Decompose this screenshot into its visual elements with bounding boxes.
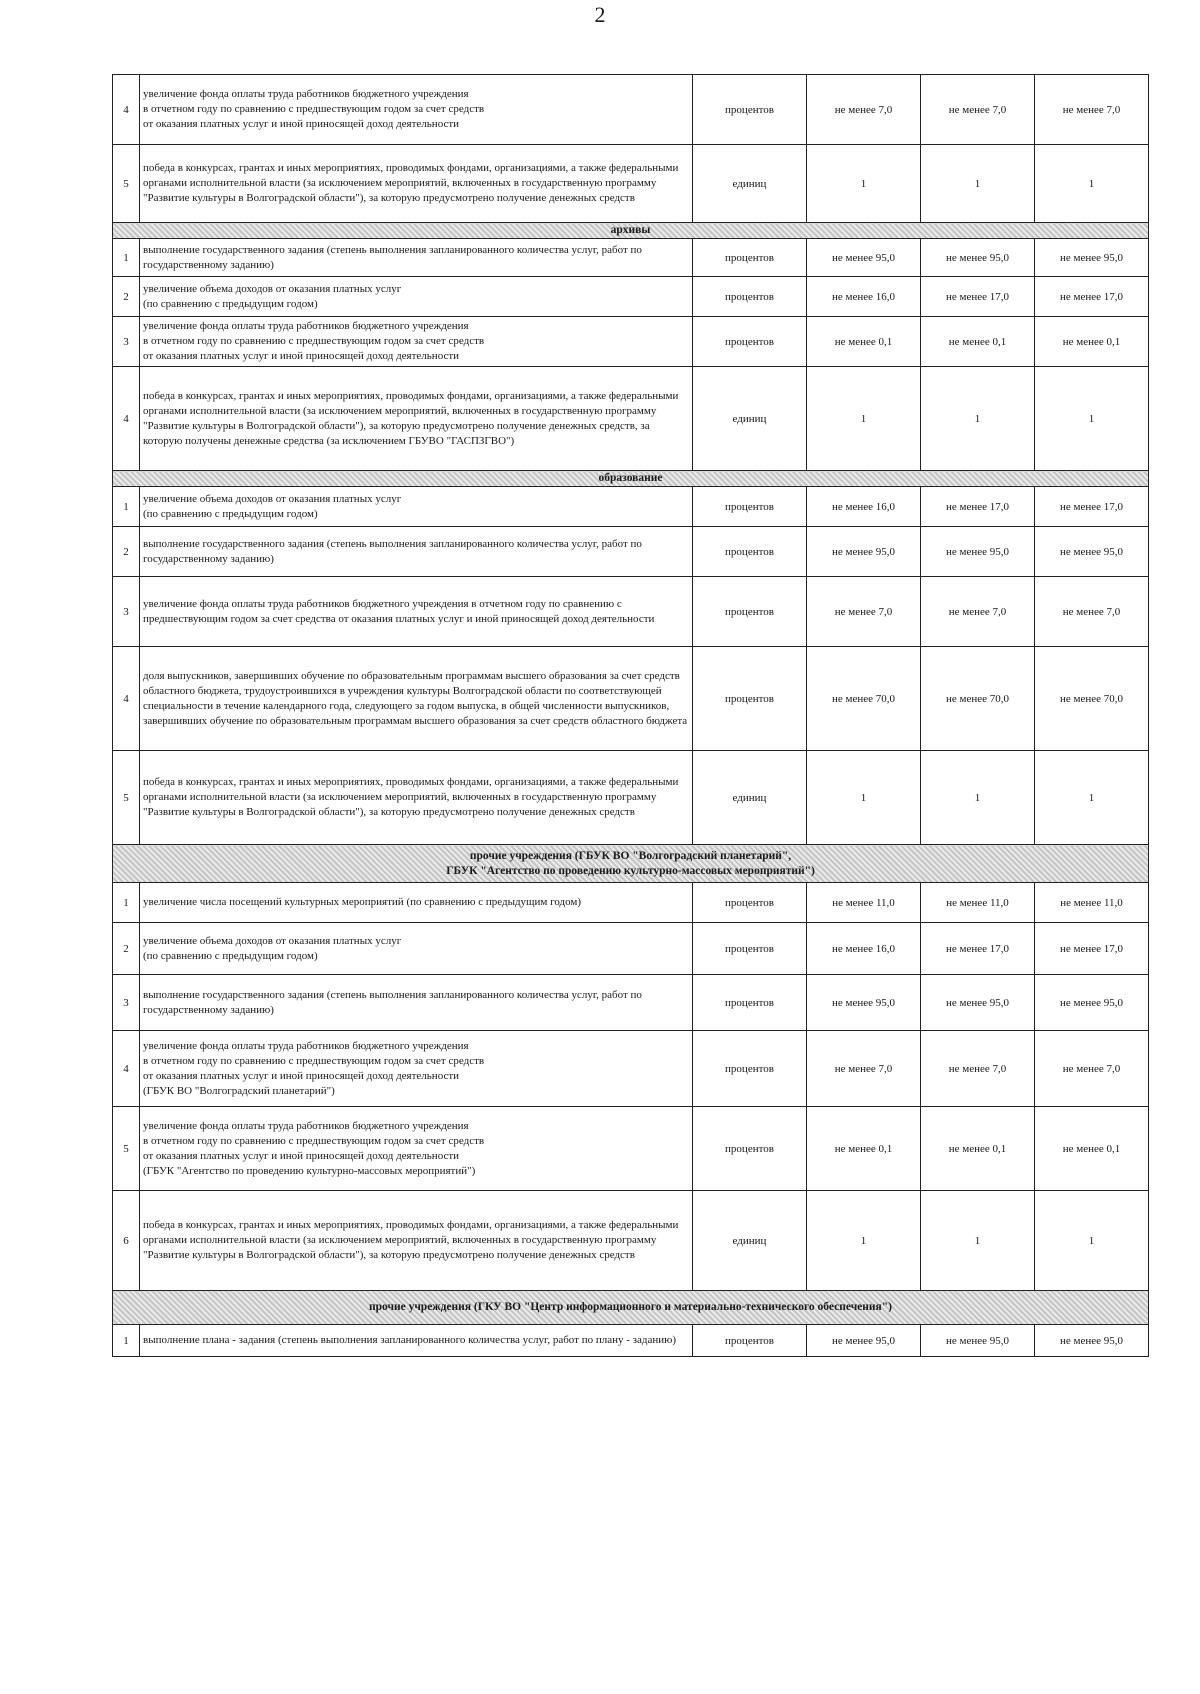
target-value-3-cell xyxy=(1035,145,1149,223)
table-row xyxy=(113,751,1149,845)
row-number-cell xyxy=(113,75,140,145)
table-row xyxy=(113,145,1149,223)
target-value-3: не менее 17,0 xyxy=(1059,290,1123,303)
target-value-1-cell xyxy=(807,1325,921,1357)
target-value-2-cell xyxy=(921,317,1035,367)
section-title xyxy=(113,223,1149,239)
indicator-description-cell xyxy=(140,367,693,471)
unit-of-measure: единиц xyxy=(732,177,767,190)
unit-of-measure: единиц xyxy=(732,791,767,804)
indicator-description: увеличение фонда оплаты труда работников бюджетного учреждения в отчетном году по сравнению с предшествующим годом за счет средств от оказания платных услуг и иной приносящей доход деятельности xyxy=(143,320,485,362)
section-title-text: прочие учреждения (ГКУ ВО "Центр информационного и материально-технического обеспечения") xyxy=(369,1301,892,1313)
target-value-2: 1 xyxy=(974,177,981,190)
section-title-text: прочие учреждения (ГБУК ВО "Волгоградский планетарий", ГБУК "Агентство по проведению культурно-массовых мероприятий") xyxy=(446,849,815,877)
target-value-1-cell xyxy=(807,1031,921,1107)
target-value-3: не менее 7,0 xyxy=(1062,103,1121,116)
indicator-description: победа в конкурсах, грантах и иных мероприятиях, проводимых фондами, организациями, а также федеральными органами исполнительной власти (за исключением мероприятий, включенных в государственную программу "Развитие культуры в Волгоградской области"), за которую предусмотрено получение денежных средств xyxy=(143,776,679,818)
row-number: 4 xyxy=(123,103,129,116)
target-value-3: 1 xyxy=(1088,1234,1095,1247)
unit-of-measure: процентов xyxy=(725,1142,774,1155)
target-value-3-cell xyxy=(1035,577,1149,647)
section-title xyxy=(113,845,1149,883)
indicator-description-cell xyxy=(140,751,693,845)
indicator-description: доля выпускников, завершивших обучение по образовательным программам высшего образования за счет средств областного бюджета, трудоустроившихся в учреждения культуры Волгоградской области по соответствующей специальности в течение календарного года, следующего за годом выпуска, в общей численности выпускников, завершивших обучение по образовательным программам высшего образования за счет средств областного бюджета xyxy=(143,669,688,727)
row-number-cell xyxy=(113,487,140,527)
indicator-description: выполнение государственного задания (степень выполнения запланированного количества услуг, работ по государственному заданию) xyxy=(143,243,642,271)
unit-of-measure-cell xyxy=(693,577,807,647)
target-value-2-cell xyxy=(921,1107,1035,1191)
target-value-2: не менее 17,0 xyxy=(945,500,1009,513)
row-number: 4 xyxy=(123,412,129,425)
row-number-cell xyxy=(113,647,140,751)
target-value-2: не менее 7,0 xyxy=(948,605,1007,618)
target-value-1-cell xyxy=(807,239,921,277)
target-value-1-cell xyxy=(807,527,921,577)
table-row xyxy=(113,923,1149,975)
target-value-2-cell xyxy=(921,527,1035,577)
target-value-1: не менее 70,0 xyxy=(831,692,895,705)
target-value-3-cell xyxy=(1035,923,1149,975)
indicator-description: увеличение фонда оплаты труда работников бюджетного учреждения в отчетном году по сравнению с предшествующим годом за счет средств от оказания платных услуг и иной приносящей доход деятельности (ГБУК ВО "Волгоградский планетарий") xyxy=(143,1039,485,1097)
indicator-description-cell xyxy=(140,75,693,145)
table-row xyxy=(113,1031,1149,1107)
table-row xyxy=(113,277,1149,317)
target-value-3: не менее 17,0 xyxy=(1059,942,1123,955)
indicator-description-cell xyxy=(140,883,693,923)
target-value-3: 1 xyxy=(1088,412,1095,425)
row-number: 5 xyxy=(123,791,129,804)
section-header-row xyxy=(113,1291,1149,1325)
target-value-2: не менее 11,0 xyxy=(946,896,1009,909)
table-row xyxy=(113,367,1149,471)
row-number-cell xyxy=(113,145,140,223)
table-row xyxy=(113,1191,1149,1291)
target-value-1: не менее 16,0 xyxy=(831,290,895,303)
target-value-1: не менее 16,0 xyxy=(831,942,895,955)
row-number-cell xyxy=(113,883,140,923)
row-number: 1 xyxy=(123,896,129,909)
row-number-cell xyxy=(113,317,140,367)
row-number-cell xyxy=(113,751,140,845)
unit-of-measure-cell xyxy=(693,317,807,367)
table-row xyxy=(113,1107,1149,1191)
indicator-description-cell xyxy=(140,1325,693,1357)
table-row xyxy=(113,1325,1149,1357)
indicator-description-cell xyxy=(140,975,693,1031)
row-number-cell xyxy=(113,277,140,317)
target-value-1: не менее 11,0 xyxy=(832,896,895,909)
target-value-3-cell xyxy=(1035,75,1149,145)
target-value-1-cell xyxy=(807,923,921,975)
unit-of-measure-cell xyxy=(693,647,807,751)
row-number: 4 xyxy=(123,692,129,705)
table-row xyxy=(113,75,1149,145)
target-value-1: не менее 95,0 xyxy=(831,545,895,558)
unit-of-measure-cell xyxy=(693,239,807,277)
target-value-3-cell xyxy=(1035,1191,1149,1291)
target-value-2: не менее 95,0 xyxy=(945,545,1009,558)
indicator-description: выполнение плана - задания (степень выполнения запланированного количества услуг, работ по плану - заданию) xyxy=(143,1334,677,1346)
target-value-3: не менее 17,0 xyxy=(1059,500,1123,513)
row-number: 1 xyxy=(123,500,129,513)
table-row xyxy=(113,975,1149,1031)
unit-of-measure-cell xyxy=(693,883,807,923)
unit-of-measure-cell xyxy=(693,277,807,317)
target-value-2-cell xyxy=(921,1191,1035,1291)
row-number-cell xyxy=(113,239,140,277)
target-value-1: 1 xyxy=(860,412,867,425)
target-value-3: не менее 7,0 xyxy=(1062,605,1121,618)
target-value-2: не менее 7,0 xyxy=(948,103,1007,116)
unit-of-measure-cell xyxy=(693,1107,807,1191)
target-value-2-cell xyxy=(921,367,1035,471)
target-value-3: не менее 95,0 xyxy=(1059,1334,1123,1347)
unit-of-measure-cell xyxy=(693,367,807,471)
row-number-cell xyxy=(113,1191,140,1291)
indicators-table-body xyxy=(113,75,1149,1357)
indicator-description-cell xyxy=(140,487,693,527)
target-value-2-cell xyxy=(921,1325,1035,1357)
target-value-2: 1 xyxy=(974,412,981,425)
table-row xyxy=(113,647,1149,751)
target-value-1-cell xyxy=(807,1107,921,1191)
target-value-3: не менее 7,0 xyxy=(1062,1062,1121,1075)
target-value-2: не менее 7,0 xyxy=(948,1062,1007,1075)
target-value-2: не менее 95,0 xyxy=(945,1334,1009,1347)
target-value-1: 1 xyxy=(860,791,867,804)
target-value-2-cell xyxy=(921,145,1035,223)
target-value-3: не менее 11,0 xyxy=(1060,896,1123,909)
target-value-3: не менее 95,0 xyxy=(1059,996,1123,1009)
unit-of-measure: процентов xyxy=(725,1334,774,1347)
target-value-1-cell xyxy=(807,75,921,145)
unit-of-measure: единиц xyxy=(732,1234,767,1247)
target-value-3: 1 xyxy=(1088,791,1095,804)
indicator-description: увеличение числа посещений культурных мероприятий (по сравнению с предыдущим годом) xyxy=(143,896,582,908)
row-number: 3 xyxy=(123,605,129,618)
indicator-description: увеличение объема доходов от оказания платных услуг (по сравнению с предыдущим годом) xyxy=(143,934,402,962)
target-value-2: не менее 95,0 xyxy=(945,251,1009,264)
indicator-description: победа в конкурсах, грантах и иных мероприятиях, проводимых фондами, организациями, а также федеральными органами исполнительной власти (за исключением мероприятий, включенных в государственную программу "Развитие культуры в Волгоградской области"), за которую предусмотрено получение денежных средств, за которую получены денежные средства (за исключением ГБУВО "ГАСПЗГВО") xyxy=(143,389,679,447)
indicator-description-cell xyxy=(140,647,693,751)
row-number: 3 xyxy=(123,996,129,1009)
section-title xyxy=(113,1291,1149,1325)
target-value-1-cell xyxy=(807,975,921,1031)
unit-of-measure-cell xyxy=(693,527,807,577)
target-value-1-cell xyxy=(807,317,921,367)
target-value-3: 1 xyxy=(1088,177,1095,190)
row-number: 4 xyxy=(123,1062,129,1075)
target-value-2: 1 xyxy=(974,1234,981,1247)
row-number: 1 xyxy=(123,1334,129,1347)
target-value-1-cell xyxy=(807,647,921,751)
indicator-description-cell xyxy=(140,1107,693,1191)
table-row xyxy=(113,317,1149,367)
target-value-3: не менее 70,0 xyxy=(1059,692,1123,705)
target-value-1: не менее 7,0 xyxy=(834,1062,893,1075)
unit-of-measure-cell xyxy=(693,1191,807,1291)
row-number: 6 xyxy=(123,1234,129,1247)
target-value-2: 1 xyxy=(974,791,981,804)
indicator-description-cell xyxy=(140,277,693,317)
target-value-2: не менее 95,0 xyxy=(945,996,1009,1009)
unit-of-measure-cell xyxy=(693,145,807,223)
section-header-row xyxy=(113,223,1149,239)
target-value-2-cell xyxy=(921,75,1035,145)
target-value-2: не менее 0,1 xyxy=(948,335,1007,348)
target-value-1-cell xyxy=(807,577,921,647)
row-number: 2 xyxy=(123,545,129,558)
indicator-description-cell xyxy=(140,923,693,975)
target-value-2-cell xyxy=(921,751,1035,845)
target-value-1: не менее 95,0 xyxy=(831,996,895,1009)
table-row xyxy=(113,487,1149,527)
unit-of-measure-cell xyxy=(693,1031,807,1107)
section-title xyxy=(113,471,1149,487)
table-row xyxy=(113,883,1149,923)
unit-of-measure: процентов xyxy=(725,335,774,348)
row-number-cell xyxy=(113,1107,140,1191)
target-value-2-cell xyxy=(921,239,1035,277)
indicator-description-cell xyxy=(140,1031,693,1107)
target-value-3: не менее 0,1 xyxy=(1062,335,1121,348)
target-value-2-cell xyxy=(921,647,1035,751)
target-value-3-cell xyxy=(1035,1031,1149,1107)
unit-of-measure-cell xyxy=(693,975,807,1031)
unit-of-measure: процентов xyxy=(725,251,774,264)
unit-of-measure: процентов xyxy=(725,290,774,303)
indicator-description: увеличение объема доходов от оказания платных услуг (по сравнению с предыдущим годом) xyxy=(143,282,402,310)
target-value-3-cell xyxy=(1035,647,1149,751)
target-value-2-cell xyxy=(921,975,1035,1031)
target-value-2: не менее 17,0 xyxy=(945,942,1009,955)
indicator-description-cell xyxy=(140,145,693,223)
indicator-description-cell xyxy=(140,1191,693,1291)
indicator-description: победа в конкурсах, грантах и иных мероприятиях, проводимых фондами, организациями, а также федеральными органами исполнительной власти (за исключением мероприятий, включенных в государственную программу "Развитие культуры в Волгоградской области"), за которую предусмотрено получение денежных средств xyxy=(143,162,679,204)
target-value-3-cell xyxy=(1035,1325,1149,1357)
row-number-cell xyxy=(113,975,140,1031)
row-number-cell xyxy=(113,527,140,577)
unit-of-measure: процентов xyxy=(725,692,774,705)
section-title-text: архивы xyxy=(610,224,651,236)
row-number-cell xyxy=(113,1325,140,1357)
indicator-description: увеличение фонда оплаты труда работников бюджетного учреждения в отчетном году по сравнению с предшествующим годом за счет средств от оказания платных услуг и иной приносящей доход деятельности xyxy=(143,88,485,130)
page-number: 2 xyxy=(594,2,606,27)
row-number: 1 xyxy=(123,251,129,264)
unit-of-measure: процентов xyxy=(725,103,774,116)
target-value-1: не менее 7,0 xyxy=(834,605,893,618)
section-title-text: образование xyxy=(598,472,663,484)
target-value-3: не менее 95,0 xyxy=(1059,251,1123,264)
target-value-2: не менее 0,1 xyxy=(948,1142,1007,1155)
indicator-description-cell xyxy=(140,239,693,277)
indicator-description: победа в конкурсах, грантах и иных мероприятиях, проводимых фондами, организациями, а также федеральными органами исполнительной власти (за исключением мероприятий, включенных в государственную программу "Развитие культуры в Волгоградской области"), за которую предусмотрено получение денежных средств xyxy=(143,1219,679,1261)
target-value-1-cell xyxy=(807,883,921,923)
target-value-3-cell xyxy=(1035,317,1149,367)
unit-of-measure: процентов xyxy=(725,1062,774,1075)
target-value-3-cell xyxy=(1035,367,1149,471)
target-value-1: не менее 0,1 xyxy=(834,335,893,348)
target-value-3-cell xyxy=(1035,975,1149,1031)
target-value-2-cell xyxy=(921,277,1035,317)
target-value-1-cell xyxy=(807,487,921,527)
target-value-3: не менее 95,0 xyxy=(1059,545,1123,558)
unit-of-measure-cell xyxy=(693,487,807,527)
target-value-3-cell xyxy=(1035,1107,1149,1191)
row-number: 2 xyxy=(123,942,129,955)
unit-of-measure: единиц xyxy=(732,412,767,425)
target-value-2-cell xyxy=(921,577,1035,647)
target-value-2: не менее 17,0 xyxy=(945,290,1009,303)
indicator-description: увеличение фонда оплаты труда работников бюджетного учреждения в отчетном году по сравнению с предшествующим годом за счет средств от оказания платных услуг и иной приносящей доход деятельности (ГБУК "Агентство по проведению культурно-массовых мероприятий") xyxy=(143,1119,485,1177)
row-number: 3 xyxy=(123,335,129,348)
indicator-description-cell xyxy=(140,527,693,577)
row-number: 2 xyxy=(123,290,129,303)
table-row xyxy=(113,577,1149,647)
row-number: 5 xyxy=(123,1142,129,1155)
indicator-description: увеличение фонда оплаты труда работников бюджетного учреждения в отчетном году по сравнению с предшествующим годом за счет средства от оказания платных услуг и иной приносящей доход деятельности xyxy=(143,597,655,625)
indicator-description: выполнение государственного задания (степень выполнения запланированного количества услуг, работ по государственному заданию) xyxy=(143,537,642,565)
row-number: 5 xyxy=(123,177,129,190)
unit-of-measure: процентов xyxy=(725,500,774,513)
table-row xyxy=(113,239,1149,277)
target-value-3-cell xyxy=(1035,487,1149,527)
section-header-row xyxy=(113,471,1149,487)
target-value-3-cell xyxy=(1035,751,1149,845)
target-value-2-cell xyxy=(921,1031,1035,1107)
indicator-description: выполнение государственного задания (степень выполнения запланированного количества услуг, работ по государственному заданию) xyxy=(143,988,642,1016)
row-number-cell xyxy=(113,577,140,647)
target-value-1: не менее 95,0 xyxy=(831,1334,895,1347)
indicator-description-cell xyxy=(140,317,693,367)
section-header-row xyxy=(113,845,1149,883)
indicator-description-cell xyxy=(140,577,693,647)
target-value-3: не менее 0,1 xyxy=(1062,1142,1121,1155)
target-value-3-cell xyxy=(1035,277,1149,317)
target-value-2: не менее 70,0 xyxy=(945,692,1009,705)
unit-of-measure: процентов xyxy=(725,545,774,558)
unit-of-measure: процентов xyxy=(725,942,774,955)
unit-of-measure-cell xyxy=(693,923,807,975)
target-value-1-cell xyxy=(807,1191,921,1291)
unit-of-measure: процентов xyxy=(725,605,774,618)
unit-of-measure-cell xyxy=(693,75,807,145)
target-value-1-cell xyxy=(807,277,921,317)
target-value-2-cell xyxy=(921,923,1035,975)
target-value-1-cell xyxy=(807,145,921,223)
unit-of-measure-cell xyxy=(693,1325,807,1357)
target-value-1-cell xyxy=(807,367,921,471)
target-value-3-cell xyxy=(1035,527,1149,577)
target-value-3-cell xyxy=(1035,239,1149,277)
unit-of-measure-cell xyxy=(693,751,807,845)
unit-of-measure: процентов xyxy=(725,996,774,1009)
target-value-1: не менее 16,0 xyxy=(831,500,895,513)
table-row xyxy=(113,527,1149,577)
target-value-1: 1 xyxy=(860,177,867,190)
unit-of-measure: процентов xyxy=(725,896,774,909)
target-value-1: 1 xyxy=(860,1234,867,1247)
target-value-2-cell xyxy=(921,883,1035,923)
row-number-cell xyxy=(113,367,140,471)
target-value-1: не менее 7,0 xyxy=(834,103,893,116)
row-number-cell xyxy=(113,1031,140,1107)
target-value-2-cell xyxy=(921,487,1035,527)
target-value-1: не менее 95,0 xyxy=(831,251,895,264)
target-value-3-cell xyxy=(1035,883,1149,923)
target-value-1-cell xyxy=(807,751,921,845)
indicators-table xyxy=(112,74,1149,1357)
indicator-description: увеличение объема доходов от оказания платных услуг (по сравнению с предыдущим годом) xyxy=(143,492,402,520)
target-value-1: не менее 0,1 xyxy=(834,1142,893,1155)
row-number-cell xyxy=(113,923,140,975)
